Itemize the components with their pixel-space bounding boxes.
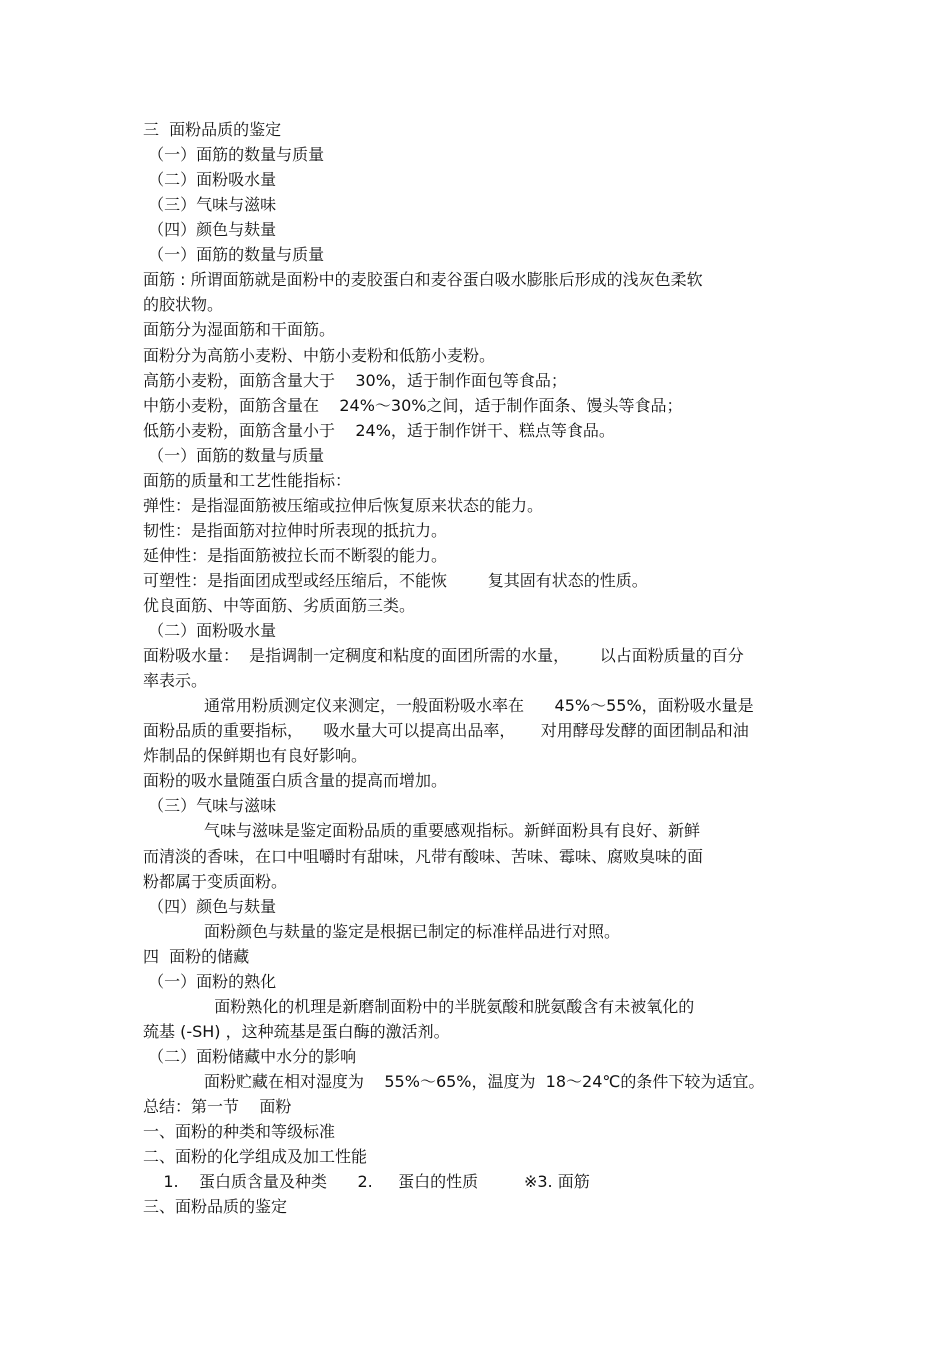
text-line: 巯基 (-SH) ，这种巯基是蛋白酶的激活剂。 [143, 1021, 450, 1041]
text-line: 弹性：是指湿面筋被压缩或拉伸后恢复原来状态的能力。 [143, 495, 544, 515]
text-line: （一）面筋的数量与质量 [143, 145, 325, 165]
text-line: 气味与滋味是鉴定面粉品质的重要感观指标。新鲜面粉具有良好、新鲜 [143, 821, 701, 841]
text-line: 面筋 : 所谓面筋就是面粉中的麦胶蛋白和麦谷蛋白吸水膨胀后形成的浅灰色柔软 [143, 270, 703, 290]
text-line: （一）面粉的熟化 [143, 971, 277, 991]
text-line: （四）颜色与麸量 [143, 896, 277, 916]
text-line: （二）面粉吸水量 [143, 621, 277, 640]
text-line: 通常用粉质测定仪来测定，一般面粉吸水率在 45%～55%，面粉吸水量是 [143, 696, 754, 716]
text-line: （二）面粉储藏中水分的影响 [143, 1046, 357, 1066]
text-line: 面粉颜色与麸量的鉴定是根据已制定的标准样品进行对照。 [143, 921, 621, 941]
text-line: 优良面筋、中等面筋、劣质面筋三类。 [143, 596, 416, 615]
text-line: 而清淡的香味，在口中咀嚼时有甜味，凡带有酸味、苦味、霉味、腐败臭味的面 [143, 846, 704, 866]
text-line: 高筋小麦粉，面筋含量大于 30%，适于制作面包等食品； [143, 370, 567, 390]
text-line: （四）颜色与麸量 [143, 220, 277, 240]
text-line: 炸制品的保鲜期也有良好影响。 [143, 746, 368, 766]
text-line: 的胶状物。 [143, 295, 224, 315]
text-line: 粉都属于变质面粉。 [143, 871, 288, 891]
text-line: 中筋小麦粉，面筋含量在 24%～30%之间，适于制作面条、馒头等食品； [143, 395, 683, 415]
text-line: 率表示。 [143, 671, 208, 691]
text-line: 面粉品质的重要指标， 吸水量大可以提高出品率， 对用酵母发酵的面团制品和油 [143, 721, 749, 741]
text-line: 韧性：是指面筋对拉伸时所表现的抵抗力。 [143, 520, 448, 540]
text-line: 面粉贮藏在相对湿度为 55%～65%，温度为 18～24℃的条件下较为适宜。 [143, 1071, 765, 1091]
text-line: （三）气味与滋味 [143, 195, 277, 215]
text-line: 延伸性：是指面筋被拉长而不断裂的能力。 [143, 545, 448, 565]
text-line: 面粉吸水量： 是指调制一定稠度和粘度的面团所需的水量， 以占面粉质量的百分 [143, 646, 744, 666]
text-line: 一、面粉的种类和等级标准 [143, 1122, 336, 1141]
text-line: 1. 蛋白质含量及种类 2. 蛋白的性质 ※3. 面筋 [143, 1172, 590, 1192]
text-line: 可塑性：是指面团成型或经压缩后，不能恢 复其固有状态的性质。 [143, 570, 648, 590]
text-line: 三 面粉品质的鉴定 [143, 120, 282, 139]
text-line: 面粉的吸水量随蛋白质含量的提高而增加。 [143, 771, 448, 791]
text-line: （一）面筋的数量与质量 [143, 445, 325, 465]
text-line: 三、面粉品质的鉴定 [143, 1197, 288, 1217]
text-line: 面粉分为高筋小麦粉、中筋小麦粉和低筋小麦粉。 [143, 345, 496, 365]
text-line: 总结：第一节 面粉 [143, 1097, 292, 1116]
text-line: 面筋分为湿面筋和干面筋。 [143, 320, 336, 340]
text-line: 低筋小麦粉，面筋含量小于 24%，适于制作饼干、糕点等食品。 [143, 420, 615, 440]
text-line: 二、面粉的化学组成及加工性能 [143, 1147, 368, 1166]
text-line: （二）面粉吸水量 [143, 170, 277, 190]
text-line: 面粉熟化的机理是新磨制面粉中的半胱氨酸和胱氨酸含有未被氧化的 [143, 996, 695, 1016]
text-line: 面筋的质量和工艺性能指标： [143, 470, 352, 490]
text-line: 四 面粉的储藏 [143, 946, 250, 966]
text-line: （一）面筋的数量与质量 [143, 245, 325, 265]
text-line: （三）气味与滋味 [143, 796, 277, 816]
